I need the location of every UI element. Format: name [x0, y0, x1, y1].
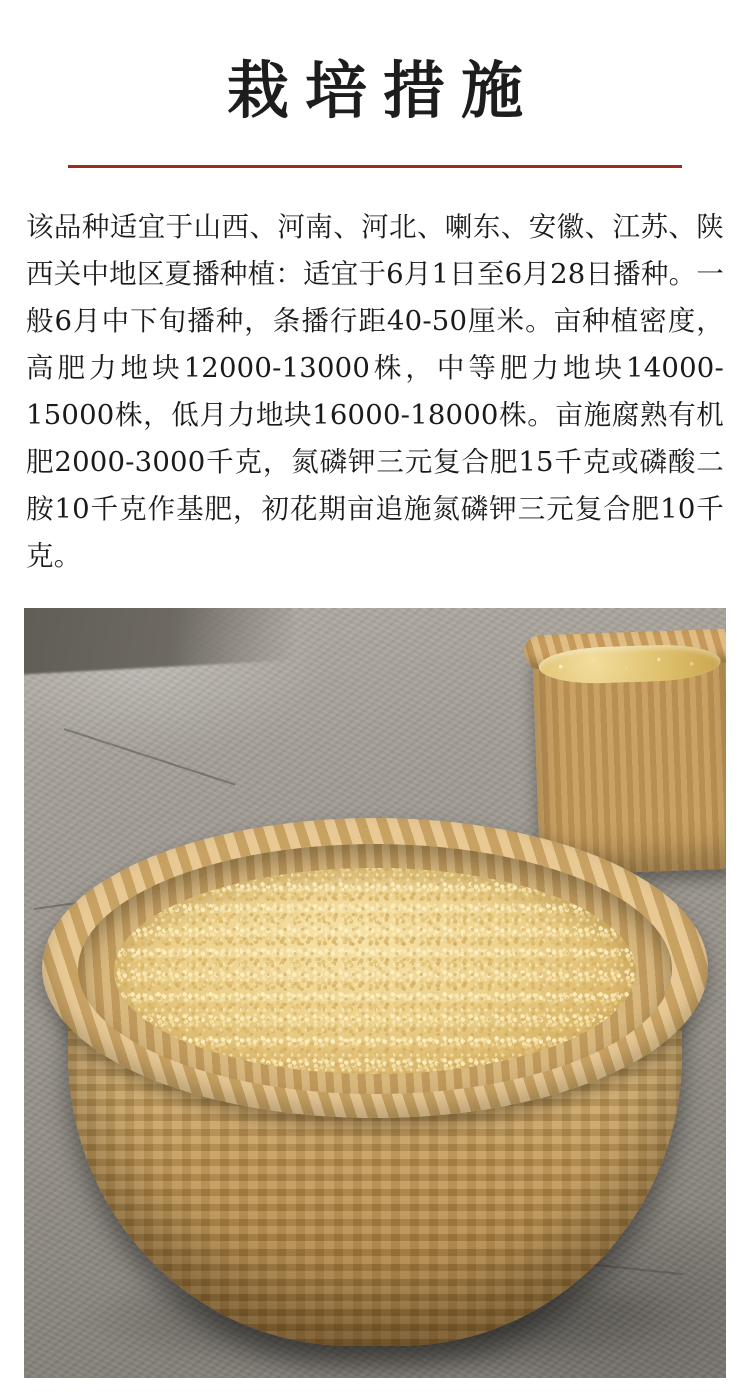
page-title: 栽培措施: [226, 54, 539, 127]
background-basket-contents: [538, 643, 721, 685]
product-photo: [24, 608, 726, 1378]
main-basket: [42, 818, 708, 1358]
photo-canvas: [24, 608, 726, 1378]
soybean-pile: [114, 868, 636, 1074]
body-paragraph: 该品种适宜于山西、河南、河北、喇东、安徽、江苏、陕西关中地区夏播种植：适宜于6月1日至6月28日播种。一般6月中下旬播种，条播行距40-50厘米。亩种植密度，高肥力地块12000-13000株，中等肥力地块14000-15000株，低月力地块16000-18000株。亩施腐熟有机肥2000-3000千克，氮磷钾三元复合肥15千克或磷酸二胺10千克作基肥，初花期亩追施氮磷钾三元复合肥10千克。: [26, 211, 724, 573]
title-block: [0, 0, 750, 168]
title-divider: [68, 165, 682, 168]
